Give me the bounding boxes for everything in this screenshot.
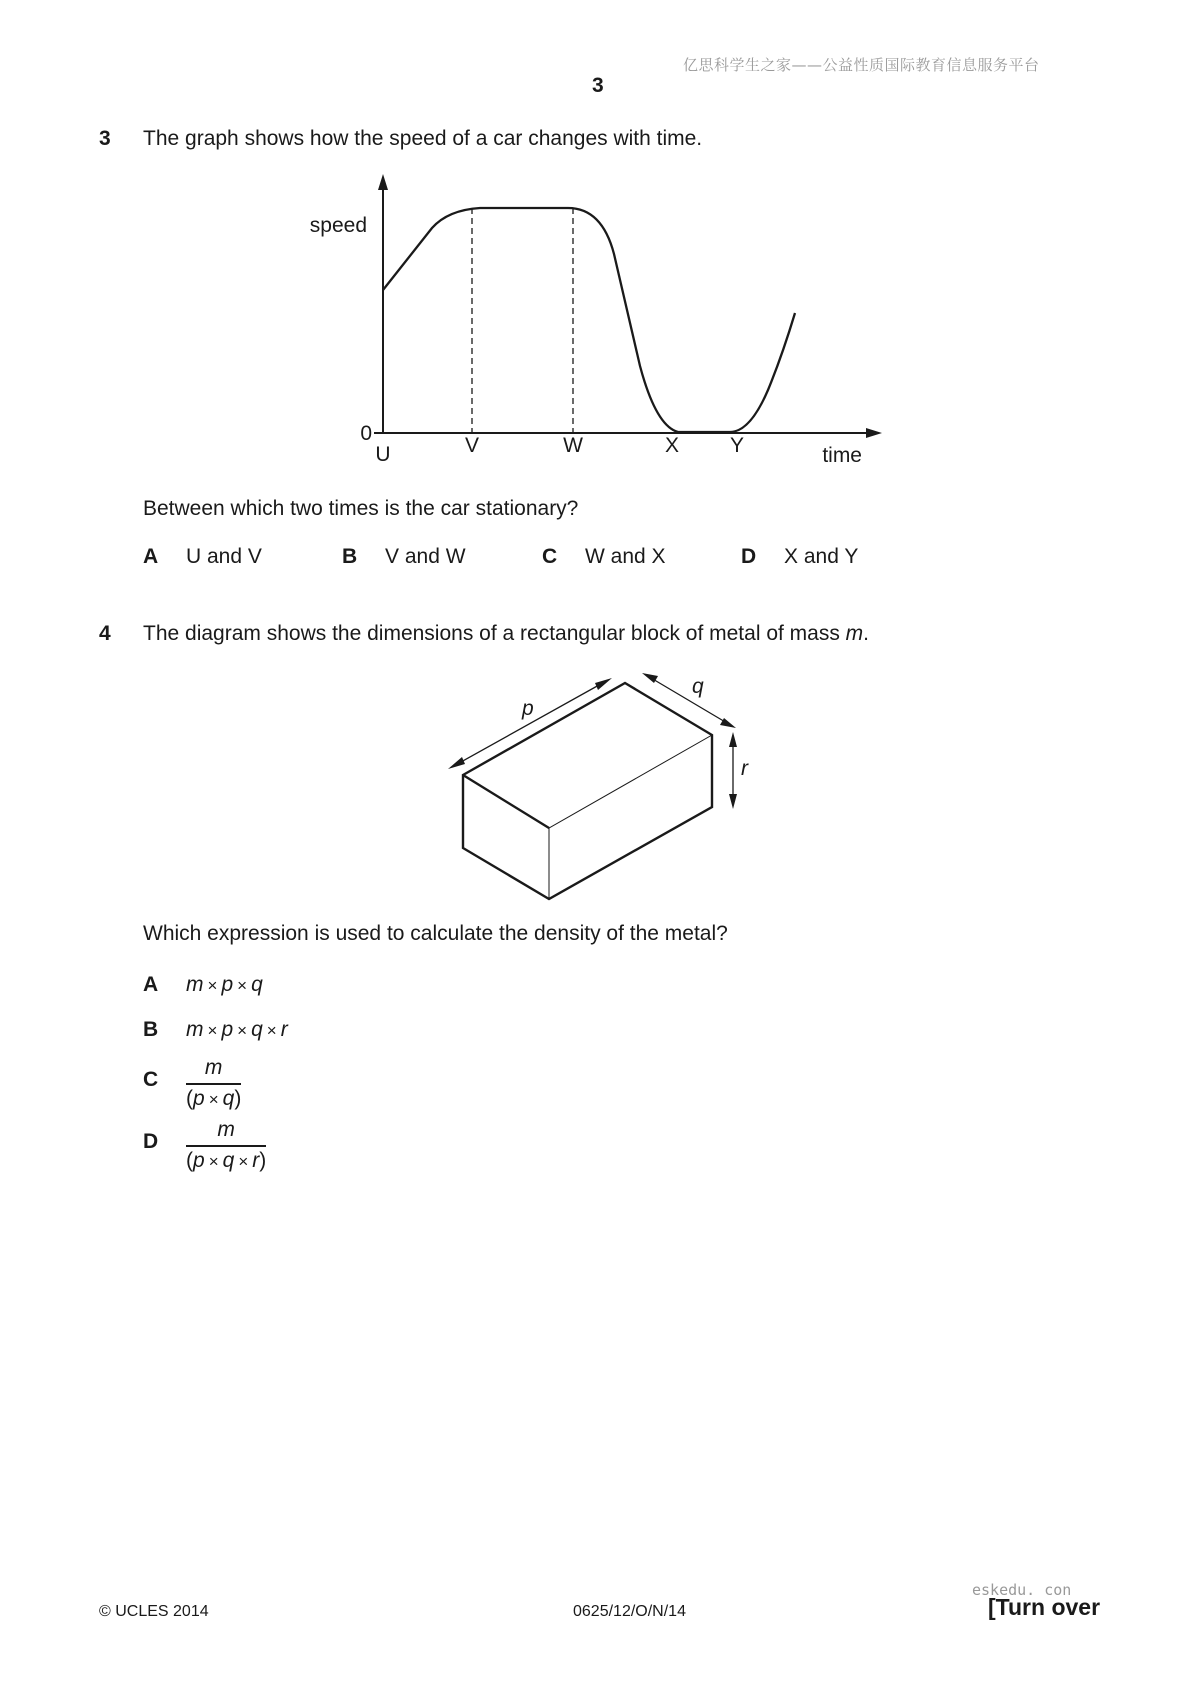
question-4-text — [143, 622, 869, 646]
question-4-number: 4 — [99, 622, 111, 645]
var-p: p — [193, 1086, 205, 1110]
fraction-bar — [186, 1083, 241, 1085]
origin-label: 0 — [360, 422, 372, 445]
footer-copyright: © UCLES 2014 — [99, 1603, 209, 1620]
question-3-prompt: Between which two times is the car stationary? — [143, 497, 579, 520]
page-number: 3 — [592, 74, 604, 97]
times-symbol: × — [208, 1151, 219, 1171]
x-axis-arrow-icon — [866, 428, 882, 438]
label-r: r — [741, 757, 748, 780]
header-watermark: 亿思科学生之家——公益性质国际教育信息服务平台 — [683, 56, 1040, 74]
paren-close: ) — [234, 1086, 242, 1110]
var-r: r — [252, 1148, 260, 1172]
footer-paper-code: 0625/12/O/N/14 — [573, 1603, 686, 1620]
r-arrowhead-end-icon — [729, 794, 737, 809]
option-expression — [186, 973, 263, 997]
speed-time-graph — [300, 170, 900, 480]
dimension-p-arrow — [452, 680, 608, 767]
y-axis-label: speed — [309, 214, 367, 237]
option-letter: A — [143, 545, 159, 568]
option-expression — [186, 1018, 288, 1042]
time-label-y: Y — [729, 434, 745, 457]
times-symbol: × — [208, 1089, 219, 1109]
times-symbol: × — [207, 976, 218, 995]
fraction-denominator — [186, 1087, 241, 1112]
var-m: m — [186, 973, 204, 996]
paren-open: ( — [186, 1148, 193, 1172]
p-arrowhead-start-icon — [448, 757, 465, 769]
times-symbol: × — [207, 1021, 218, 1040]
option-text: W and X — [585, 545, 666, 568]
q4-option-a[interactable] — [143, 973, 263, 997]
metal-block-diagram — [430, 665, 770, 910]
mass-variable: m — [845, 622, 864, 645]
option-fraction — [186, 1056, 241, 1112]
option-letter: B — [143, 1018, 159, 1041]
fraction-numerator: m — [217, 1118, 235, 1141]
fraction-numerator: m — [204, 1056, 223, 1079]
time-label-v: V — [464, 434, 480, 457]
var-p: p — [193, 1148, 205, 1172]
option-text: X and Y — [784, 545, 859, 568]
fraction-denominator — [186, 1149, 266, 1174]
speed-curve — [383, 208, 795, 432]
question-3-text: The graph shows how the speed of a car changes with time. — [143, 127, 703, 150]
label-p: p — [522, 697, 534, 720]
block-outline — [463, 683, 712, 899]
option-letter: B — [342, 545, 358, 568]
question-3-number: 3 — [99, 127, 111, 150]
option-letter: C — [542, 545, 558, 568]
fraction-bar — [186, 1145, 266, 1147]
y-axis-arrow-icon — [378, 174, 388, 190]
var-q: q — [222, 1148, 235, 1172]
question-4-prompt: Which expression is used to calculate the density of the metal? — [143, 922, 728, 945]
q3-option-c[interactable] — [542, 545, 666, 569]
option-letter: D — [741, 545, 757, 568]
q-arrowhead-end-icon — [720, 718, 736, 728]
option-fraction — [186, 1118, 266, 1174]
question-4-text-main: The diagram shows the dimensions of a rectangular block of metal of mass — [143, 622, 846, 645]
option-letter: D — [143, 1130, 159, 1153]
q3-option-b[interactable] — [342, 545, 466, 569]
paren-close: ) — [259, 1148, 267, 1172]
q3-option-a[interactable] — [143, 545, 262, 569]
var-q: q — [251, 973, 263, 996]
label-q: q — [692, 675, 704, 698]
time-label-x: X — [664, 434, 680, 457]
option-text: V and W — [385, 545, 466, 568]
var-q: q — [251, 1018, 263, 1041]
q-arrowhead-start-icon — [642, 673, 658, 683]
var-q: q — [222, 1086, 235, 1110]
r-arrowhead-start-icon — [729, 732, 737, 747]
footer-site-watermark: eskedu. con — [972, 1581, 1072, 1599]
option-letter: C — [143, 1068, 159, 1091]
q4-option-b[interactable] — [143, 1018, 288, 1042]
question-4-text-end: . — [863, 622, 870, 645]
option-letter: A — [143, 973, 159, 996]
time-label-w: W — [563, 434, 583, 457]
var-p: p — [221, 1018, 234, 1041]
p-arrowhead-end-icon — [595, 678, 612, 690]
times-symbol: × — [238, 1151, 249, 1171]
time-label-u: U — [375, 443, 391, 466]
paren-open: ( — [186, 1086, 193, 1110]
x-axis-label: time — [822, 444, 862, 467]
dimension-q-arrow — [646, 675, 732, 726]
var-m: m — [186, 1018, 204, 1041]
var-r: r — [280, 1018, 288, 1041]
option-text: U and V — [186, 545, 262, 568]
q3-option-d[interactable] — [741, 545, 859, 569]
times-symbol: × — [266, 1021, 277, 1040]
block-top-front-edge — [463, 775, 549, 828]
times-symbol: × — [237, 976, 248, 995]
var-p: p — [221, 973, 234, 996]
turn-over-label: [Turn over — [988, 1594, 1101, 1620]
times-symbol: × — [237, 1021, 248, 1040]
